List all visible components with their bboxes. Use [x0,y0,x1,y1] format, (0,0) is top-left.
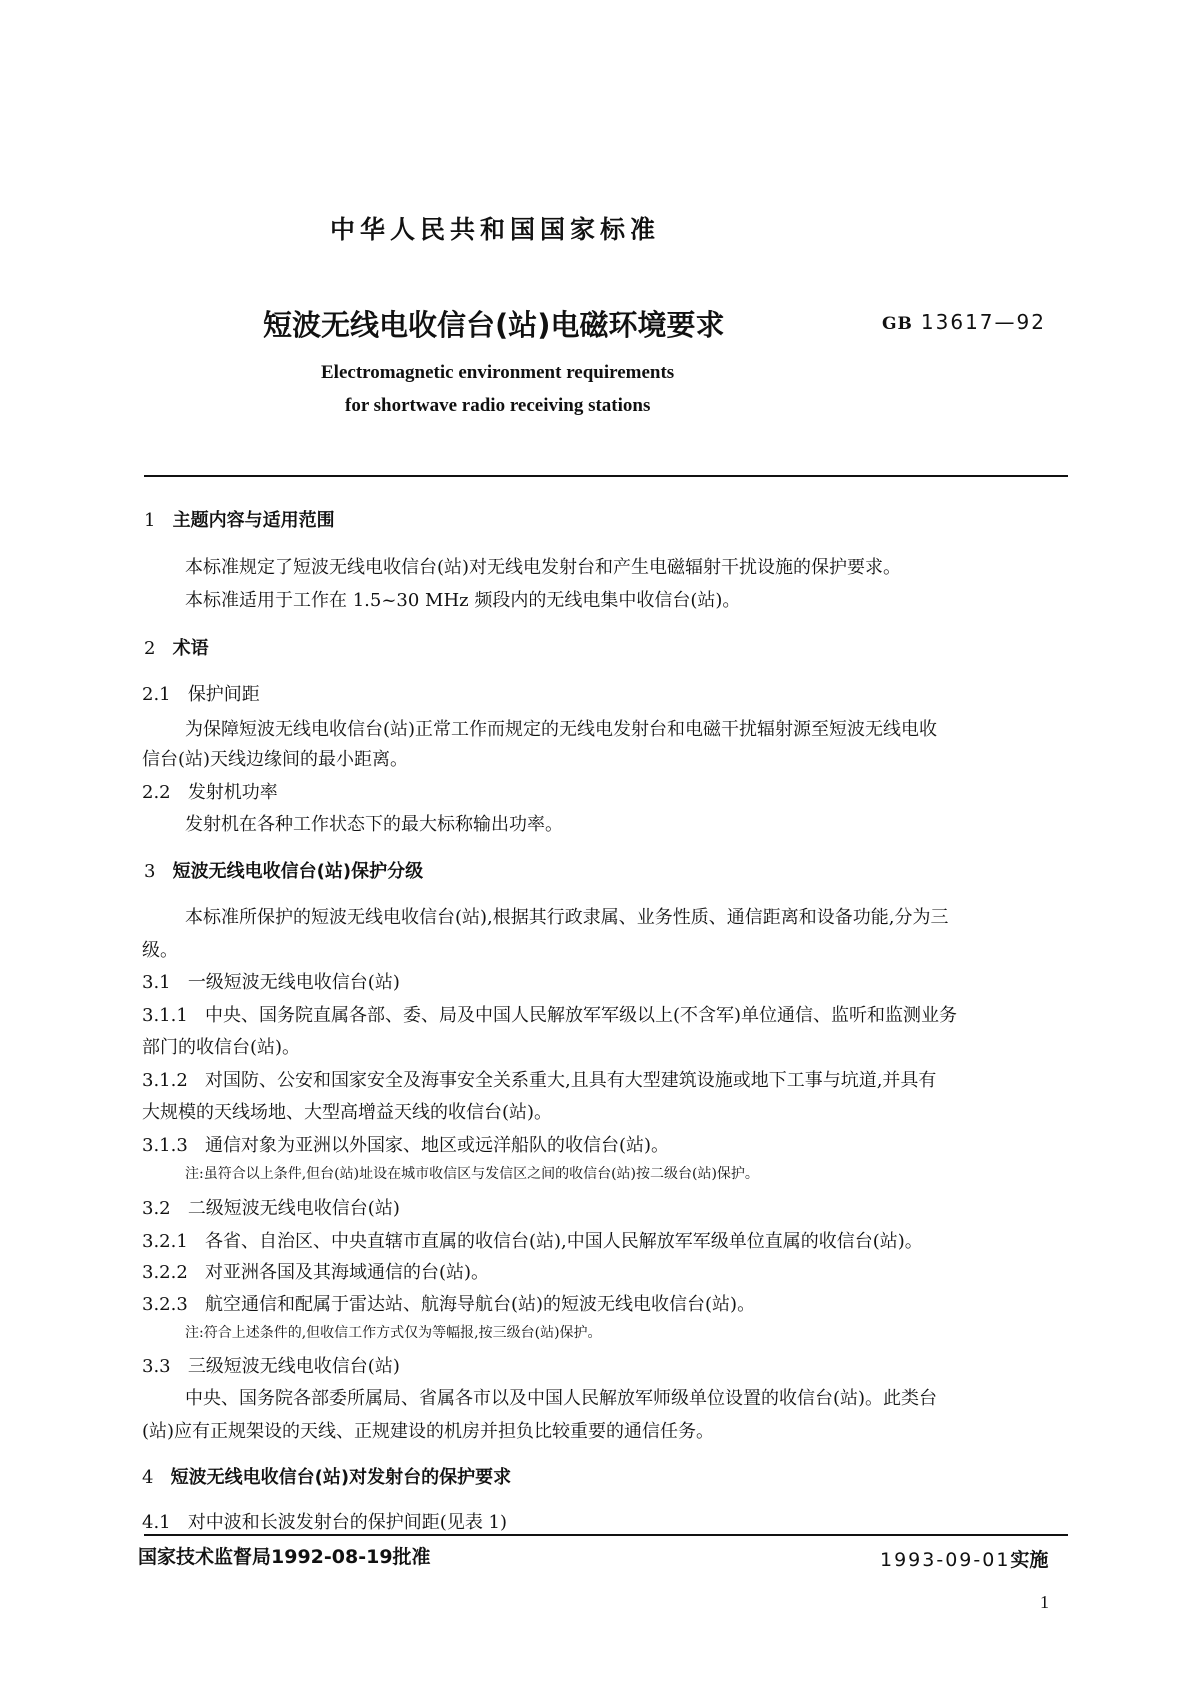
section-number: 3 [144,861,156,882]
clause-text: 通信对象为亚洲以外国家、地区或远洋船队的收信台(站)。 [204,1135,670,1156]
section-number: 1 [144,510,156,531]
clause-3-2-2 [142,1258,489,1284]
clause-3-2-3 [142,1290,755,1316]
clause-title: 对中波和长波发射台的保护间距(见表 1) [187,1512,508,1533]
clause-3-3-heading [142,1352,400,1378]
clause-number: 3.2.2 [142,1262,188,1283]
clause-title: 一级短波无线电收信台(站) [187,972,400,993]
header-divider [144,475,1068,477]
section-1-heading [144,506,335,532]
clause-title: 三级短波无线电收信台(站) [187,1356,400,1377]
paragraph: 级。 [142,940,178,961]
section-2-heading [144,634,209,660]
clause-number: 3.3 [142,1356,171,1377]
clause-3-2-1 [142,1227,923,1253]
standard-code-number: 13617—92 [920,310,1046,334]
paragraph: 本标准适用于工作在 1.5~30 MHz 频段内的无线电集中收信台(站)。 [185,590,741,611]
section-title: 短波无线电收信台(站)保护分级 [172,861,424,882]
standard-title: 中华人民共和国国家标准 [330,215,661,244]
effective-date: 1993-09-01 [880,1549,1011,1571]
paragraph: 信台(站)天线边缘间的最小距离。 [142,749,409,770]
section-title: 短波无线电收信台(站)对发射台的保护要求 [170,1467,512,1488]
clause-3-1-3 [142,1131,669,1157]
clause-text: 各省、自治区、中央直辖市直属的收信台(站),中国人民解放军军级单位直属的收信台(站)。 [204,1231,923,1252]
clause-3-1-1 [142,1001,957,1027]
footer-divider [144,1534,1068,1536]
section-title: 术语 [172,638,209,659]
clause-number: 3.1.2 [142,1070,188,1091]
note: 注:虽符合以上条件,但台(站)址设在城市收信区与发信区之间的收信台(站)按二级台(站)保护。 [185,1166,759,1182]
paragraph: 部门的收信台(站)。 [142,1037,301,1058]
clause-number: 3.2.3 [142,1294,188,1315]
page-number: 1 [1040,1592,1049,1612]
section-number: 2 [144,638,156,659]
standard-code [882,310,1046,334]
clause-number: 2.2 [142,782,171,803]
clause-text: 中央、国务院直属各部、委、局及中国人民解放军军级以上(不含军)单位通信、监听和监测业务 [204,1005,958,1026]
clause-2-1-heading [142,680,260,706]
clause-title: 二级短波无线电收信台(站) [187,1198,400,1219]
standard-code-prefix: GB [882,314,913,334]
paragraph: 为保障短波无线电收信台(站)正常工作而规定的无线电发射台和电磁干扰辐射源至短波无线电收 [185,719,938,740]
clause-number: 3.1.3 [142,1135,188,1156]
clause-3-2-heading [142,1194,400,1220]
approval-line: 国家技术监督局1992-08-19批准 [138,1546,431,1568]
clause-title: 保护间距 [187,684,260,705]
section-number: 4 [142,1467,154,1488]
paragraph: 大规模的天线场地、大型高增益天线的收信台(站)。 [142,1102,553,1123]
clause-number: 3.2.1 [142,1231,188,1252]
paragraph: 本标准所保护的短波无线电收信台(站),根据其行政隶属、业务性质、通信距离和设备功能,分为三 [185,907,949,928]
effective-line [880,1545,1048,1572]
paragraph: 本标准规定了短波无线电收信台(站)对无线电发射台和产生电磁辐射干扰设施的保护要求。 [185,557,902,578]
section-3-heading [144,857,423,883]
english-title-line-2: for shortwave radio receiving stations [345,395,651,416]
clause-title: 发射机功率 [187,782,278,803]
clause-text: 对亚洲各国及其海域通信的台(站)。 [204,1262,490,1283]
section-title: 主题内容与适用范围 [172,510,335,531]
clause-text: 航空通信和配属于雷达站、航海导航台(站)的短波无线电收信台(站)。 [204,1294,756,1315]
note: 注:符合上述条件的,但收信工作方式仅为等幅报,按三级台(站)保护。 [185,1325,602,1341]
section-4-heading [142,1463,511,1489]
clause-number: 3.1.1 [142,1005,188,1026]
clause-number: 2.1 [142,684,171,705]
clause-2-2-heading [142,778,278,804]
effective-label: 实施 [1010,1549,1049,1571]
clause-number: 4.1 [142,1512,171,1533]
paragraph: 发射机在各种工作状态下的最大标称输出功率。 [185,814,563,835]
clause-4-1-heading [142,1508,507,1534]
clause-3-1-heading [142,968,400,994]
clause-text: 对国防、公安和国家安全及海事安全关系重大,且具有大型建筑设施或地下工事与坑道,并具有 [204,1070,937,1091]
english-title-line-1: Electromagnetic environment requirements [321,362,675,383]
document-title: 短波无线电收信台(站)电磁环境要求 [263,308,725,342]
paragraph: 中央、国务院各部委所属局、省属各市以及中国人民解放军师级单位设置的收信台(站)。此类台 [185,1388,938,1409]
clause-number: 3.1 [142,972,171,993]
paragraph: (站)应有正规架设的天线、正规建设的机房并担负比较重要的通信任务。 [142,1421,715,1442]
clause-number: 3.2 [142,1198,171,1219]
clause-3-1-2 [142,1066,936,1092]
